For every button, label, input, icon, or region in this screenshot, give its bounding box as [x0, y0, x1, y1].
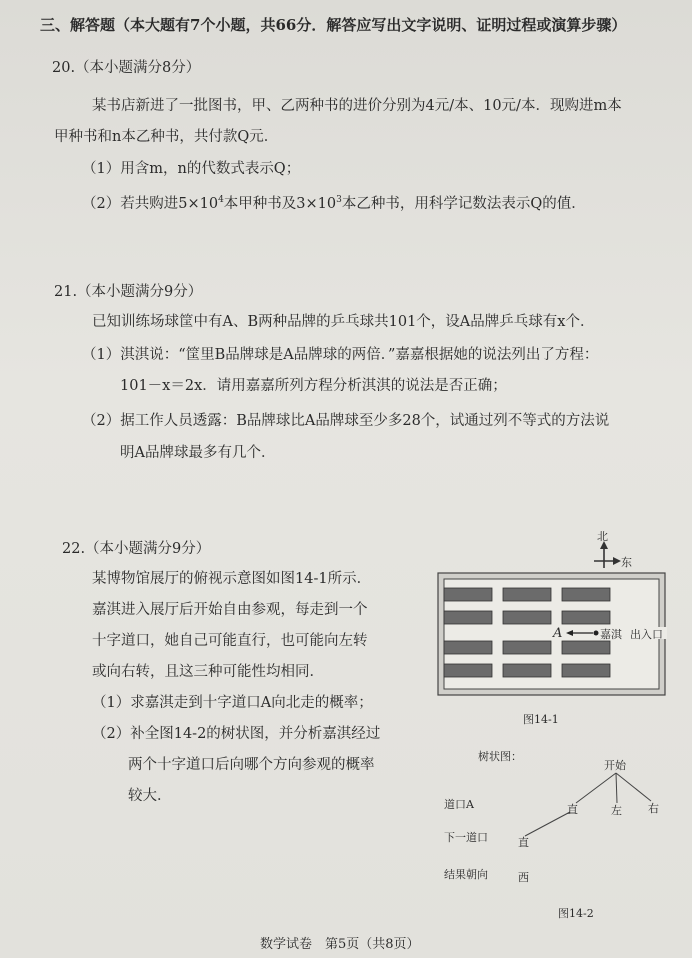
tree-node-left: 左	[611, 804, 622, 817]
compass-north-label: 北	[597, 530, 608, 543]
exhibit-block	[503, 664, 551, 677]
exhibit-block	[444, 641, 492, 654]
person-label: 嘉淇	[600, 628, 622, 641]
tree-row-label-result: 结果朝向	[444, 868, 488, 881]
tree-row-label-crossing-a: 道口A	[444, 798, 474, 811]
q22-title: 22.（本小题满分9分）	[62, 541, 211, 557]
q22-part2-line3: 较大．	[128, 788, 172, 804]
exhibit-block	[503, 611, 551, 624]
exhibit-block	[503, 588, 551, 601]
q22-line2: 嘉淇进入展厅后开始自由参观，每走到一个	[92, 602, 368, 618]
exhibit-block	[444, 664, 492, 677]
tree-start-node: 开始	[604, 759, 626, 772]
q21-part2-line2: 明A品牌球最多有几个．	[120, 445, 276, 461]
q20-part1: （1）用含m，n的代数式表示Q；	[82, 161, 301, 177]
tree-row-label-next-crossing: 下一道口	[444, 831, 488, 844]
point-a-label: A	[553, 626, 563, 641]
q21-title: 21.（本小题满分9分）	[54, 284, 203, 300]
compass-east-label: 东	[621, 556, 632, 569]
tree-node-sub-straight: 直	[518, 836, 529, 849]
q21-part1-line2: 101－x＝2x．请用嘉嘉所列方程分析淇淇的说法是否正确；	[120, 378, 507, 394]
section-header: 三、解答题（本大题有7个小题，共66分．解答应写出文字说明、证明过程或演算步骤）	[40, 16, 627, 34]
exhibit-block	[503, 641, 551, 654]
tree-node-result-west: 西	[518, 871, 529, 884]
exhibit-block	[444, 611, 492, 624]
q22-line1: 某博物馆展厅的俯视示意图如图14-1所示．	[92, 571, 372, 587]
exhibit-block	[444, 588, 492, 601]
q20-body-line1: 某书店新进了一批图书，甲、乙两种书的进价分别为4元/本、10元/本．现购进m本	[92, 98, 622, 114]
q22-part1: （1）求嘉淇走到十字道口A向北走的概率；	[92, 695, 373, 711]
q20-title: 20.（本小题满分8分）	[52, 60, 201, 76]
q22-part2-line1: （2）补全图14-2的树状图，并分析嘉淇经过	[92, 726, 381, 742]
tree-diagram-lines	[525, 773, 651, 836]
q21-body: 已知训练场球筐中有A、B两种品牌的乒乓球共101个，设A品牌乒乓球有x个．	[92, 314, 595, 330]
exhibit-block	[562, 664, 610, 677]
tree-header: 树状图：	[478, 750, 522, 763]
person-marker-icon	[594, 631, 599, 636]
q22-line3: 十字道口，她自己可能直行，也可能向左转	[92, 633, 368, 649]
q20-body-line2: 甲种书和n本乙种书，共付款Q元．	[54, 129, 279, 145]
page-footer: 数学试卷 第5页（共8页）	[260, 937, 420, 952]
figure-14-1-caption: 图14-1	[523, 713, 559, 726]
q20-part2: （2）若共购进$5\times 10^4$本甲种书及$3\times 10^3$本乙种书，用科学记数法表示Q的值．	[82, 195, 586, 212]
q21-part2-line1: （2）据工作人员透露：B品牌球比A品牌球至少多28个，试通过列不等式的方法说	[82, 413, 610, 429]
q22-line4: 或向右转，且这三种可能性均相同．	[92, 664, 324, 680]
q22-part2-line2: 两个十字道口后向哪个方向参观的概率	[128, 757, 375, 773]
q21-part1-line1: （1）淇淇说：“筐里B品牌球是A品牌球的两倍．”嘉嘉根据她的说法列出了方程：	[82, 347, 599, 363]
exit-label: 出入口	[630, 628, 663, 641]
exhibit-block	[562, 611, 610, 624]
exhibit-block	[562, 588, 610, 601]
figure-14-2-caption: 图14-2	[558, 907, 594, 920]
tree-node-right: 右	[648, 802, 659, 815]
tree-node-straight: 直	[567, 803, 578, 816]
